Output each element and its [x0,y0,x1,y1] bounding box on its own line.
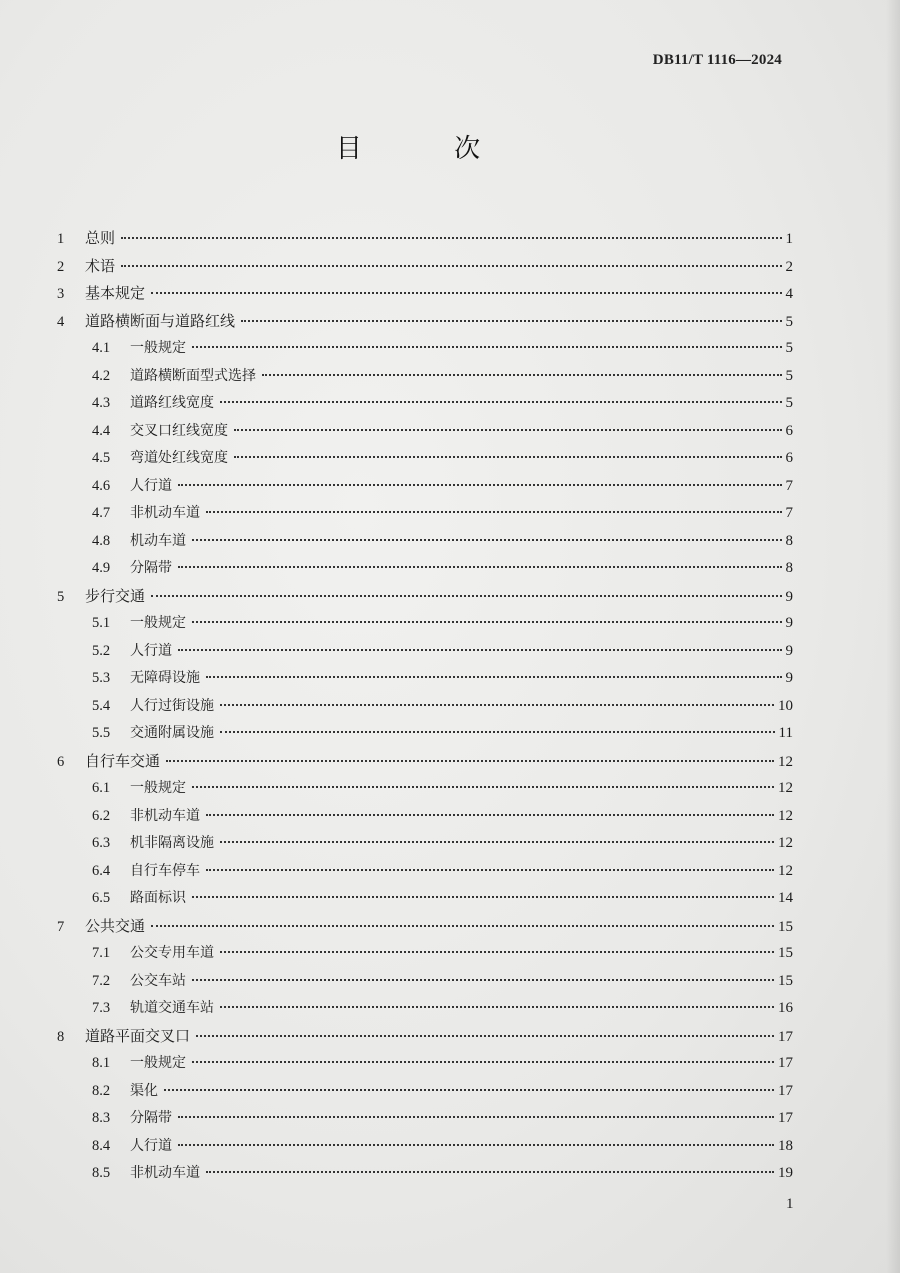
toc-entry-page: 9 [785,670,793,686]
toc-entry-number: 6.1 [92,780,111,796]
toc-entry-page: 17 [778,1028,793,1045]
toc-dot-leader [192,1060,774,1063]
toc-dot-leader [220,730,775,733]
toc-entry-number: 8.4 [92,1137,111,1154]
toc-entry-number: 5.3 [92,670,111,686]
toc-entry-page: 17 [778,1055,793,1071]
page-number: 1 [786,1196,794,1212]
toc-entry [92,829,793,857]
toc-entry [92,939,793,967]
toc-entry-page: 12 [778,780,793,796]
toc-entry-page: 6 [785,422,793,439]
toc-entry [92,499,793,527]
toc-entry-number: 5.1 [92,615,111,631]
standard-code: DB11/T 1116—2024 [652,52,782,68]
toc-entry [92,527,793,555]
toc-entry [92,1159,793,1187]
toc-entry-page: 8 [785,532,793,549]
toc-dot-leader [206,1170,774,1173]
toc-entry-title: 弯道处红线宽度 [130,450,228,466]
toc-entry-page: 4 [785,286,793,302]
toc-entry [92,774,793,802]
toc-entry-number: 6.2 [92,807,111,824]
toc-entry-page: 2 [785,258,793,275]
toc-entry-number: 4.8 [92,532,111,549]
toc-entry-page: 9 [785,615,793,631]
toc-entry-page: 12 [778,862,793,879]
toc-entry-number: 4.6 [92,477,111,494]
toc-entry-page: 1 [785,231,793,247]
toc-entry [57,224,793,252]
toc-entry-title: 无障碍设施 [130,670,200,686]
toc-entry-number: 8.2 [92,1082,111,1099]
toc-entry-page: 5 [785,340,793,356]
toc-dot-leader [192,978,774,981]
toc-entry-page: 9 [785,642,793,659]
toc-entry-page: 9 [785,588,793,605]
toc-dot-leader [220,1005,774,1008]
toc-entry-title: 人行道 [130,642,172,659]
toc-entry-title: 公共交通 [85,916,146,935]
toc-dot-leader [121,236,781,239]
toc-entry-title: 自行车停车 [130,862,200,879]
toc-entry-number: 2 [57,258,65,275]
toc-dot-leader [234,455,782,458]
toc-dot-leader [206,510,782,513]
toc-entry [92,719,793,747]
toc-dot-leader [206,675,782,678]
toc-entry [57,307,793,335]
toc-entry-title: 人行过街设施 [130,697,214,714]
toc-dot-leader [196,1034,774,1037]
toc-entry-title: 渠化 [130,1082,158,1099]
toc-entry-page: 14 [778,890,793,906]
toc-entry-number: 5.4 [92,697,111,714]
toc-entry-page: 15 [778,945,793,961]
toc-entry [92,472,793,500]
toc-entry-number: 8 [57,1028,65,1045]
toc-entry-title: 公交专用车道 [130,945,214,961]
toc-entry-number: 6.4 [92,862,111,879]
toc-entry-title: 道路横断面与道路红线 [85,311,236,330]
toc-entry [92,994,793,1022]
toc-entry-page: 5 [785,313,793,330]
toc-entry-page: 17 [778,1110,793,1126]
toc-entry-number: 5.5 [92,725,111,741]
toc-entry-title: 非机动车道 [130,807,200,824]
toc-entry-page: 18 [778,1137,793,1154]
toc-entry-number: 3 [57,286,65,302]
toc-entry-page: 8 [785,560,793,576]
toc-entry-number: 8.1 [92,1055,111,1071]
toc-entry-title: 轨道交通车站 [130,1000,214,1016]
toc-entry [92,417,793,445]
toc-entry-title: 一般规定 [130,1055,186,1071]
toc-entry [92,637,793,665]
toc-entry-number: 7 [57,918,65,935]
toc-entry-title: 一般规定 [130,780,186,796]
toc-entry [57,1022,793,1050]
toc-entry-title: 基本规定 [85,284,146,302]
toc-entry-page: 17 [778,1082,793,1099]
toc-entry-page: 12 [778,807,793,824]
toc-entry-title: 机非隔离设施 [130,835,214,851]
toc-entry-title: 公交车站 [130,972,186,989]
toc-dot-leader [234,428,782,431]
toc-entry-page: 15 [778,972,793,989]
toc-entry [57,279,793,307]
toc-dot-leader [151,924,774,927]
toc-entry [92,692,793,720]
toc-dot-leader [151,291,781,294]
toc-entry-number: 4.1 [92,340,111,356]
toc-entry [92,1049,793,1077]
toc-entry-page: 5 [785,367,793,384]
toc-entry-title: 总则 [85,229,116,247]
toc-entry [92,1132,793,1160]
toc-entry [92,554,793,582]
toc-dot-leader [178,1143,774,1146]
toc-entry [57,252,793,280]
toc-entry-number: 4.2 [92,367,111,384]
toc-entry-number: 5 [57,588,65,605]
toc-entry-page: 7 [785,505,793,521]
page-title: 目 次 [335,134,523,164]
toc-entry-number: 8.5 [92,1165,111,1181]
toc-entry-title: 人行道 [130,477,172,494]
toc-dot-leader [192,895,774,898]
toc-entry-page: 15 [778,918,793,935]
toc-entry-number: 6.3 [92,835,111,851]
toc-entry-title: 非机动车道 [130,1165,200,1181]
toc-entry [92,967,793,995]
toc-entry [57,582,793,610]
toc-dot-leader [178,648,782,651]
toc-dot-leader [166,759,774,762]
toc-entry-page: 19 [778,1165,793,1181]
toc-entry-number: 6.5 [92,890,111,906]
toc-entry-title: 一般规定 [130,615,186,631]
toc-entry-title: 自行车交通 [85,751,161,770]
toc-entry [92,1104,793,1132]
toc-entry [92,884,793,912]
toc-entry-page: 10 [778,697,793,714]
toc-entry-title: 人行道 [130,1137,172,1154]
toc-entry-title: 分隔带 [130,1110,172,1126]
toc-dot-leader [206,813,774,816]
toc-entry-number: 7.3 [92,1000,111,1016]
toc-entry-number: 4.3 [92,395,111,411]
toc-entry [92,389,793,417]
toc-dot-leader [220,703,774,706]
toc-entry-number: 4.9 [92,560,111,576]
toc-entry-number: 6 [57,753,65,770]
toc-entry-title: 道路红线宽度 [130,395,214,411]
toc-dot-leader [220,840,774,843]
toc-entry-page: 12 [778,753,793,770]
toc-entry-number: 4 [57,313,65,330]
toc-entry [92,609,793,637]
toc-entry-page: 12 [778,835,793,851]
toc-entry-page: 11 [778,725,793,741]
toc-entry [57,912,793,940]
toc-dot-leader [220,950,774,953]
toc-dot-leader [220,400,782,403]
toc-dot-leader [164,1088,774,1091]
toc-entry-number: 7.2 [92,972,111,989]
toc-dot-leader [192,345,782,348]
toc-entry-title: 机动车道 [130,532,186,549]
toc-entry-number: 1 [57,231,65,247]
toc-entry-number: 4.5 [92,450,111,466]
toc-entry-number: 8.3 [92,1110,111,1126]
toc-entry-number: 5.2 [92,642,111,659]
toc-dot-leader [262,373,782,376]
toc-entry [92,802,793,830]
toc-entry-number: 7.1 [92,945,111,961]
toc-dot-leader [241,319,781,322]
toc-dot-leader [206,868,774,871]
toc-entry [92,1077,793,1105]
page-edge-shadow [886,0,900,1273]
toc-dot-leader [192,538,782,541]
toc-entry [92,362,793,390]
toc-entry [92,857,793,885]
toc-entry-title: 交通附属设施 [130,725,214,741]
toc-entry-number: 4.7 [92,505,111,521]
toc-entry-number: 4.4 [92,422,111,439]
toc-dot-leader [121,264,781,267]
toc-dot-leader [192,620,782,623]
toc-entry [92,444,793,472]
toc-entry [57,747,793,775]
toc-entry-title: 非机动车道 [130,505,200,521]
toc-entry [92,664,793,692]
toc-dot-leader [151,594,781,597]
toc-entry-title: 道路平面交叉口 [85,1026,191,1045]
toc-entry-page: 6 [785,450,793,466]
toc-entry-page: 16 [778,1000,793,1016]
toc-entry [92,334,793,362]
toc-entry-page: 5 [785,395,793,411]
toc-dot-leader [178,483,782,486]
toc-entry-title: 交叉口红线宽度 [130,422,228,439]
toc-dot-leader [192,785,774,788]
toc-entry-title: 分隔带 [130,560,172,576]
toc-entry-title: 步行交通 [85,586,146,605]
toc-entry-title: 术语 [85,256,116,275]
toc-entry-page: 7 [785,477,793,494]
toc-dot-leader [178,1115,774,1118]
toc-entry-title: 道路横断面型式选择 [130,367,256,384]
toc-dot-leader [178,565,782,568]
toc-entry-title: 一般规定 [130,340,186,356]
toc-entry-title: 路面标识 [130,890,186,906]
